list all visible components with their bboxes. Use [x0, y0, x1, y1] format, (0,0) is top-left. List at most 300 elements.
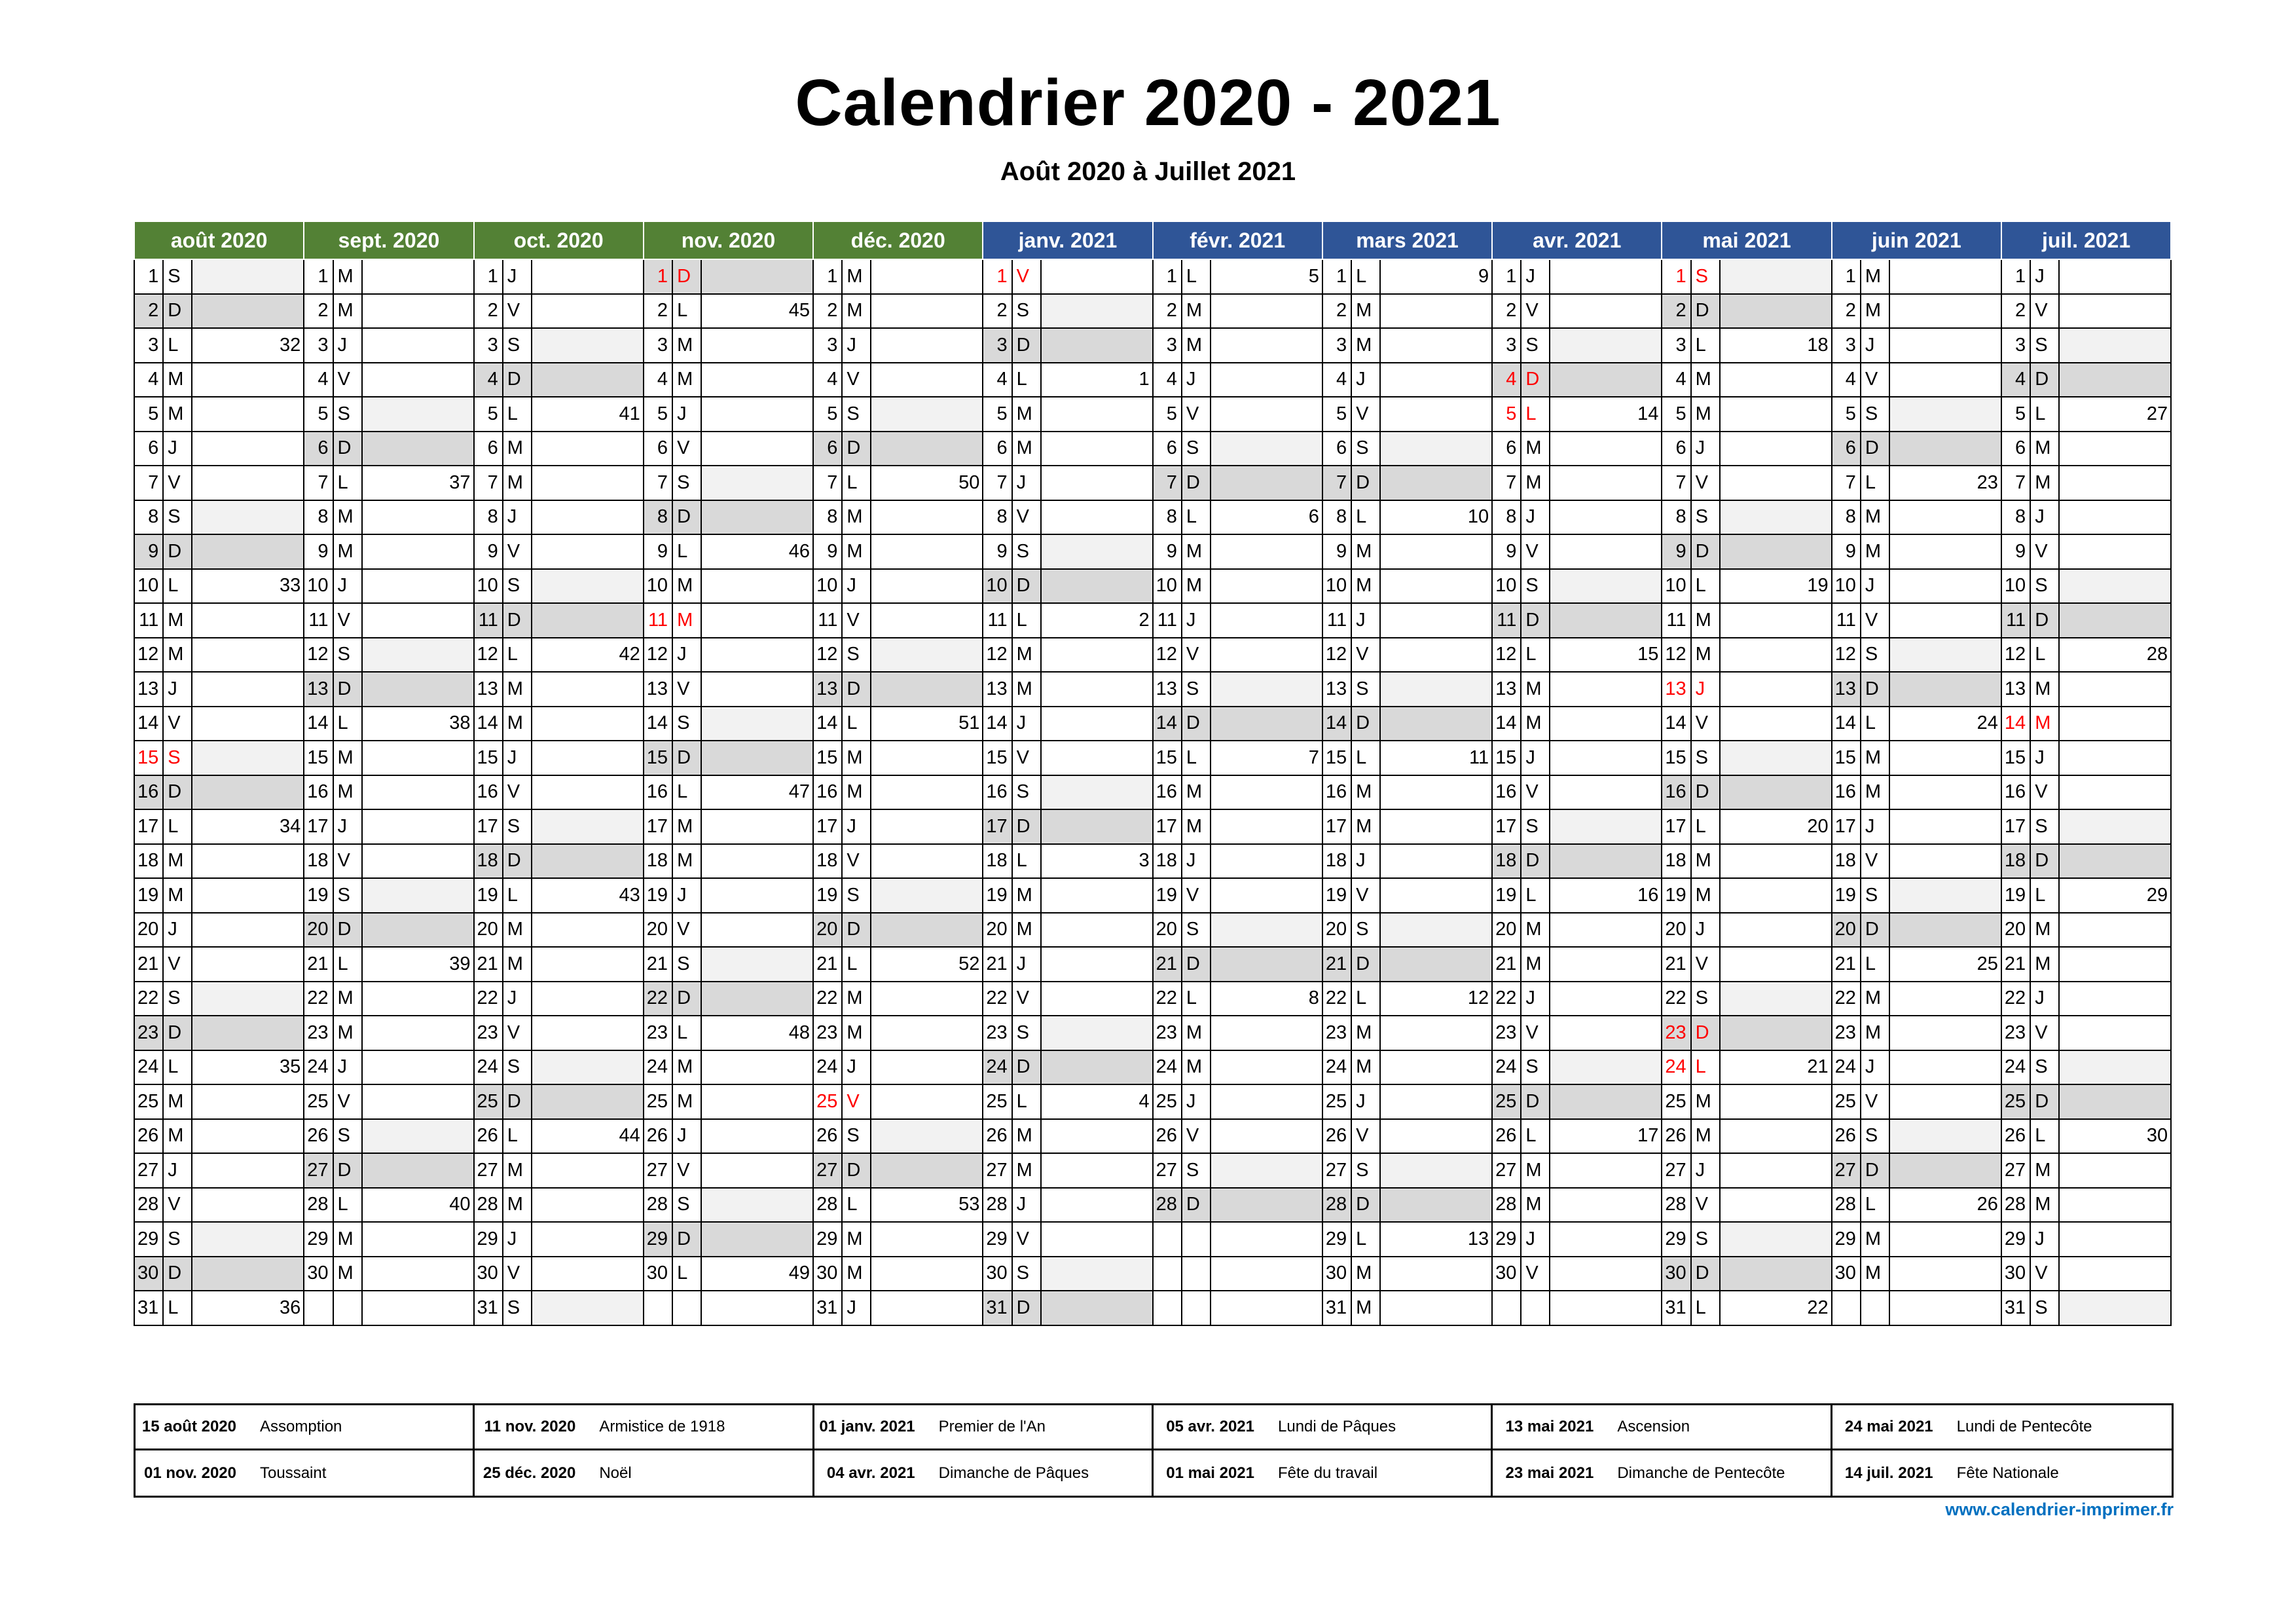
day-number: 20 [2001, 913, 2030, 948]
day-number: 29 [474, 1222, 503, 1257]
weekday-letter: L [672, 294, 701, 329]
weekday-letter: S [1861, 638, 1889, 673]
empty-cell [1521, 1291, 1550, 1325]
day-number: 30 [1322, 1257, 1351, 1291]
day-number: 2 [304, 294, 333, 329]
day-note [701, 259, 813, 294]
weekday-letter: V [672, 913, 701, 948]
day-number: 17 [1492, 809, 1521, 844]
day-number: 10 [304, 569, 333, 604]
day-number: 4 [304, 363, 333, 397]
day-number: 6 [1662, 432, 1690, 466]
weekday-letter: V [1012, 982, 1041, 1016]
day-note [192, 397, 304, 432]
weekday-letter: L [1351, 259, 1380, 294]
weekday-letter: L [163, 1291, 192, 1325]
day-number: 23 [1662, 1016, 1690, 1050]
day-note [1041, 1188, 1153, 1223]
day-row [134, 500, 2171, 535]
empty-cell [1889, 1291, 2001, 1325]
day-note [701, 707, 813, 741]
day-note [701, 844, 813, 879]
day-note [871, 1119, 983, 1154]
day-number: 12 [644, 638, 672, 673]
week-number: 42 [532, 638, 644, 673]
weekday-letter: D [1691, 775, 1720, 810]
weekday-letter: J [2030, 741, 2059, 775]
day-number: 8 [644, 500, 672, 535]
day-note [1550, 432, 1662, 466]
day-number: 21 [2001, 947, 2030, 982]
weekday-letter: D [333, 432, 362, 466]
day-number: 4 [1153, 363, 1182, 397]
weekday-letter: V [503, 1257, 532, 1291]
weekday-letter: M [1521, 913, 1550, 948]
day-number: 30 [134, 1257, 163, 1291]
holiday-group [1493, 1405, 1832, 1496]
weekday-letter: L [1861, 707, 1889, 741]
day-note [2059, 294, 2171, 329]
weekday-letter: M [842, 1222, 871, 1257]
day-note [1720, 913, 1832, 948]
day-number: 11 [2001, 603, 2030, 638]
day-note [1041, 1119, 1153, 1154]
website-link[interactable]: www.calendrier-imprimer.fr [1945, 1500, 2174, 1519]
day-note [532, 1084, 644, 1119]
day-number: 7 [304, 466, 333, 500]
week-number: 16 [1550, 878, 1662, 913]
day-note [1889, 294, 2001, 329]
week-number: 22 [1720, 1291, 1832, 1325]
weekday-letter: M [163, 1119, 192, 1154]
day-number: 28 [304, 1188, 333, 1223]
day-number: 21 [1322, 947, 1351, 982]
weekday-letter: J [842, 809, 871, 844]
weekday-letter: D [1691, 1016, 1720, 1050]
day-note [1211, 363, 1322, 397]
day-number: 13 [644, 672, 672, 707]
empty-cell [1861, 1291, 1889, 1325]
weekday-letter: S [2030, 328, 2059, 363]
weekday-letter: M [163, 397, 192, 432]
day-number: 8 [813, 500, 842, 535]
day-number: 3 [1662, 328, 1690, 363]
day-note [362, 844, 474, 879]
day-note [192, 878, 304, 913]
weekday-letter: V [1521, 1257, 1550, 1291]
day-number: 24 [983, 1050, 1011, 1085]
day-number: 29 [1832, 1222, 1861, 1257]
day-note [532, 466, 644, 500]
day-number: 1 [644, 259, 672, 294]
day-note [1380, 878, 1492, 913]
week-number: 17 [1550, 1119, 1662, 1154]
day-number: 1 [474, 259, 503, 294]
weekday-letter: S [842, 638, 871, 673]
week-number: 38 [362, 707, 474, 741]
day-note [1041, 672, 1153, 707]
day-number: 29 [644, 1222, 672, 1257]
day-row [134, 844, 2171, 879]
weekday-letter: V [2030, 294, 2059, 329]
weekday-letter: V [333, 603, 362, 638]
day-note [2059, 1188, 2171, 1223]
weekday-letter: M [333, 775, 362, 810]
weekday-letter: M [163, 638, 192, 673]
day-note [192, 432, 304, 466]
day-note [1550, 466, 1662, 500]
week-number: 45 [701, 294, 813, 329]
day-note [2059, 569, 2171, 604]
day-note [362, 1050, 474, 1085]
holiday-date: 24 mai 2021 [1844, 1418, 1933, 1435]
weekday-letter: S [163, 500, 192, 535]
day-number: 24 [474, 1050, 503, 1085]
weekday-letter: J [1691, 432, 1720, 466]
day-number: 12 [134, 638, 163, 673]
month-header: nov. 2020 [644, 221, 813, 259]
day-number: 21 [474, 947, 503, 982]
weekday-letter: L [842, 707, 871, 741]
weekday-letter: M [1861, 1257, 1889, 1291]
day-note [1720, 1188, 1832, 1223]
day-number: 4 [474, 363, 503, 397]
weekday-letter: V [1691, 707, 1720, 741]
day-number: 22 [304, 982, 333, 1016]
day-note [701, 466, 813, 500]
day-note [192, 363, 304, 397]
day-number: 16 [983, 775, 1011, 810]
day-note [871, 809, 983, 844]
day-number: 12 [2001, 638, 2030, 673]
weekday-letter: M [1521, 1153, 1550, 1188]
day-number: 17 [813, 809, 842, 844]
day-number: 3 [304, 328, 333, 363]
weekday-letter: M [842, 741, 871, 775]
day-note [1550, 603, 1662, 638]
day-number: 31 [474, 1291, 503, 1325]
weekday-letter: L [1351, 741, 1380, 775]
weekday-letter: L [503, 638, 532, 673]
day-number: 29 [1492, 1222, 1521, 1257]
day-number: 14 [1492, 707, 1521, 741]
week-number: 50 [871, 466, 983, 500]
weekday-letter: M [2030, 672, 2059, 707]
weekday-letter: J [1521, 982, 1550, 1016]
day-row [134, 328, 2171, 363]
day-number: 30 [983, 1257, 1011, 1291]
weekday-letter: S [1521, 809, 1550, 844]
day-note [701, 432, 813, 466]
day-number: 19 [1153, 878, 1182, 913]
weekday-letter: L [333, 1188, 362, 1223]
day-number: 12 [474, 638, 503, 673]
day-number: 19 [1662, 878, 1690, 913]
day-number: 5 [1492, 397, 1521, 432]
day-note [2059, 363, 2171, 397]
weekday-letter: D [842, 1153, 871, 1188]
day-number: 16 [474, 775, 503, 810]
day-number: 27 [983, 1153, 1011, 1188]
day-row [134, 741, 2171, 775]
day-note [701, 363, 813, 397]
day-note [1889, 1153, 2001, 1188]
day-number: 28 [983, 1188, 1011, 1223]
weekday-letter: M [1691, 603, 1720, 638]
day-note [871, 1016, 983, 1050]
day-note [192, 672, 304, 707]
day-number: 4 [1832, 363, 1861, 397]
holiday-group [136, 1405, 475, 1496]
weekday-letter: D [1691, 294, 1720, 329]
weekday-letter: M [333, 500, 362, 535]
page-subtitle: Août 2020 à Juillet 2021 [1000, 157, 1296, 186]
day-number: 13 [1832, 672, 1861, 707]
month-header: juil. 2021 [2001, 221, 2171, 259]
weekday-letter: V [1012, 1222, 1041, 1257]
month-header: sept. 2020 [304, 221, 473, 259]
weekday-letter: L [333, 707, 362, 741]
day-number: 11 [1832, 603, 1861, 638]
day-number: 8 [134, 500, 163, 535]
weekday-letter: V [503, 1016, 532, 1050]
weekday-letter: S [1012, 1016, 1041, 1050]
weekday-letter: M [842, 775, 871, 810]
day-number: 15 [1832, 741, 1861, 775]
day-number: 4 [134, 363, 163, 397]
weekday-letter: D [842, 913, 871, 948]
day-row [134, 878, 2171, 913]
day-note [2059, 1016, 2171, 1050]
day-number: 18 [2001, 844, 2030, 879]
empty-cell [362, 1291, 474, 1325]
day-number: 14 [134, 707, 163, 741]
weekday-letter: M [1182, 1016, 1211, 1050]
day-note [362, 982, 474, 1016]
week-number: 53 [871, 1188, 983, 1223]
day-note [192, 466, 304, 500]
day-number: 14 [1832, 707, 1861, 741]
day-note [1380, 294, 1492, 329]
day-number: 28 [1322, 1188, 1351, 1223]
weekday-letter: D [503, 603, 532, 638]
day-row [134, 1257, 2171, 1291]
weekday-letter: L [1861, 947, 1889, 982]
weekday-letter: D [1182, 707, 1211, 741]
weekday-letter: L [672, 534, 701, 569]
day-number: 15 [1662, 741, 1690, 775]
day-note [2059, 1257, 2171, 1291]
day-number: 20 [1662, 913, 1690, 948]
day-note [1550, 809, 1662, 844]
day-note [1211, 534, 1322, 569]
day-number: 26 [134, 1119, 163, 1154]
day-note [1380, 638, 1492, 673]
weekday-letter: M [1861, 294, 1889, 329]
day-note [1211, 1084, 1322, 1119]
weekday-letter: M [1861, 500, 1889, 535]
day-note [362, 672, 474, 707]
weekday-letter: L [1691, 569, 1720, 604]
day-number: 3 [134, 328, 163, 363]
day-number: 9 [134, 534, 163, 569]
day-note [2059, 328, 2171, 363]
weekday-letter: V [503, 294, 532, 329]
day-note [2059, 1153, 2171, 1188]
day-note [701, 397, 813, 432]
day-note [2059, 1222, 2171, 1257]
day-number: 14 [474, 707, 503, 741]
day-row [134, 397, 2171, 432]
weekday-letter: J [1012, 1188, 1041, 1223]
day-number: 6 [1153, 432, 1182, 466]
weekday-letter: D [2030, 1084, 2059, 1119]
day-number: 25 [474, 1084, 503, 1119]
day-note [532, 1291, 644, 1325]
day-note [871, 328, 983, 363]
day-note [362, 1257, 474, 1291]
weekday-letter: S [503, 1050, 532, 1085]
weekday-letter: D [1861, 1153, 1889, 1188]
day-note [1720, 466, 1832, 500]
holiday-entry [814, 1405, 1152, 1450]
day-number: 31 [813, 1291, 842, 1325]
day-note [1041, 809, 1153, 844]
weekday-letter: J [2030, 259, 2059, 294]
day-note [1550, 844, 1662, 879]
weekday-letter: V [163, 707, 192, 741]
day-number: 10 [1153, 569, 1182, 604]
day-number: 25 [1832, 1084, 1861, 1119]
weekday-letter: S [333, 638, 362, 673]
day-number: 26 [1322, 1119, 1351, 1154]
day-note [701, 1188, 813, 1223]
weekday-letter: J [1691, 672, 1720, 707]
day-note [2059, 672, 2171, 707]
week-number: 29 [2059, 878, 2171, 913]
day-note [192, 982, 304, 1016]
day-note [1380, 913, 1492, 948]
weekday-letter: J [1012, 947, 1041, 982]
week-number: 51 [871, 707, 983, 741]
weekday-letter: M [1861, 775, 1889, 810]
weekday-letter: S [1351, 672, 1380, 707]
day-note [871, 1222, 983, 1257]
weekday-letter: M [1861, 741, 1889, 775]
weekday-letter: M [842, 500, 871, 535]
weekday-letter: M [1182, 775, 1211, 810]
empty-cell [1211, 1257, 1322, 1291]
weekday-letter: M [1861, 1222, 1889, 1257]
day-note [1550, 947, 1662, 982]
day-number: 8 [983, 500, 1011, 535]
day-number: 9 [644, 534, 672, 569]
day-number: 13 [1322, 672, 1351, 707]
holiday-name: Dimanche de Pâques [938, 1464, 1089, 1482]
day-note [2059, 1084, 2171, 1119]
day-number: 1 [1153, 259, 1182, 294]
day-number: 9 [1662, 534, 1690, 569]
day-note [1380, 534, 1492, 569]
weekday-letter: L [163, 569, 192, 604]
day-number: 10 [1492, 569, 1521, 604]
weekday-letter: M [333, 294, 362, 329]
day-number: 3 [2001, 328, 2030, 363]
day-note [362, 569, 474, 604]
day-number: 6 [983, 432, 1011, 466]
day-number: 7 [1153, 466, 1182, 500]
day-number: 21 [1153, 947, 1182, 982]
day-row [134, 432, 2171, 466]
weekday-letter: M [503, 1188, 532, 1223]
weekday-letter: L [2030, 1119, 2059, 1154]
day-number: 19 [644, 878, 672, 913]
day-number: 12 [1492, 638, 1521, 673]
weekday-letter: J [672, 878, 701, 913]
day-note [1211, 569, 1322, 604]
weekday-letter: D [1521, 1084, 1550, 1119]
weekday-letter: S [1351, 432, 1380, 466]
weekday-letter: M [333, 534, 362, 569]
day-note [362, 1119, 474, 1154]
day-number: 22 [1492, 982, 1521, 1016]
day-number: 2 [1322, 294, 1351, 329]
weekday-letter: D [1182, 466, 1211, 500]
weekday-letter: M [1691, 1119, 1720, 1154]
day-note [532, 844, 644, 879]
weekday-letter: M [842, 982, 871, 1016]
weekday-letter: L [1691, 328, 1720, 363]
day-note [192, 1016, 304, 1050]
day-note [1550, 534, 1662, 569]
day-number: 3 [1492, 328, 1521, 363]
day-number: 12 [1832, 638, 1861, 673]
weekday-letter: V [2030, 534, 2059, 569]
week-number: 46 [701, 534, 813, 569]
day-number: 6 [304, 432, 333, 466]
day-note [871, 1257, 983, 1291]
day-number: 30 [644, 1257, 672, 1291]
day-number: 2 [1662, 294, 1690, 329]
day-number: 25 [1153, 1084, 1182, 1119]
day-number: 4 [1662, 363, 1690, 397]
holiday-group [814, 1405, 1154, 1496]
day-note [192, 638, 304, 673]
week-number: 49 [701, 1257, 813, 1291]
day-row [134, 1016, 2171, 1050]
day-note [532, 328, 644, 363]
day-number: 11 [1322, 603, 1351, 638]
day-note [2059, 259, 2171, 294]
weekday-letter: M [842, 1016, 871, 1050]
day-note [1889, 741, 2001, 775]
day-note [532, 707, 644, 741]
day-note [701, 878, 813, 913]
week-number: 10 [1380, 500, 1492, 535]
weekday-letter: V [1691, 1188, 1720, 1223]
weekday-letter: J [1182, 603, 1211, 638]
day-note [532, 1016, 644, 1050]
week-number: 2 [1041, 603, 1153, 638]
day-note [192, 913, 304, 948]
weekday-letter: S [1182, 432, 1211, 466]
weekday-letter: D [672, 741, 701, 775]
day-number: 28 [1662, 1188, 1690, 1223]
day-number: 7 [134, 466, 163, 500]
day-note [1720, 534, 1832, 569]
weekday-letter: M [1861, 982, 1889, 1016]
day-note [1380, 603, 1492, 638]
